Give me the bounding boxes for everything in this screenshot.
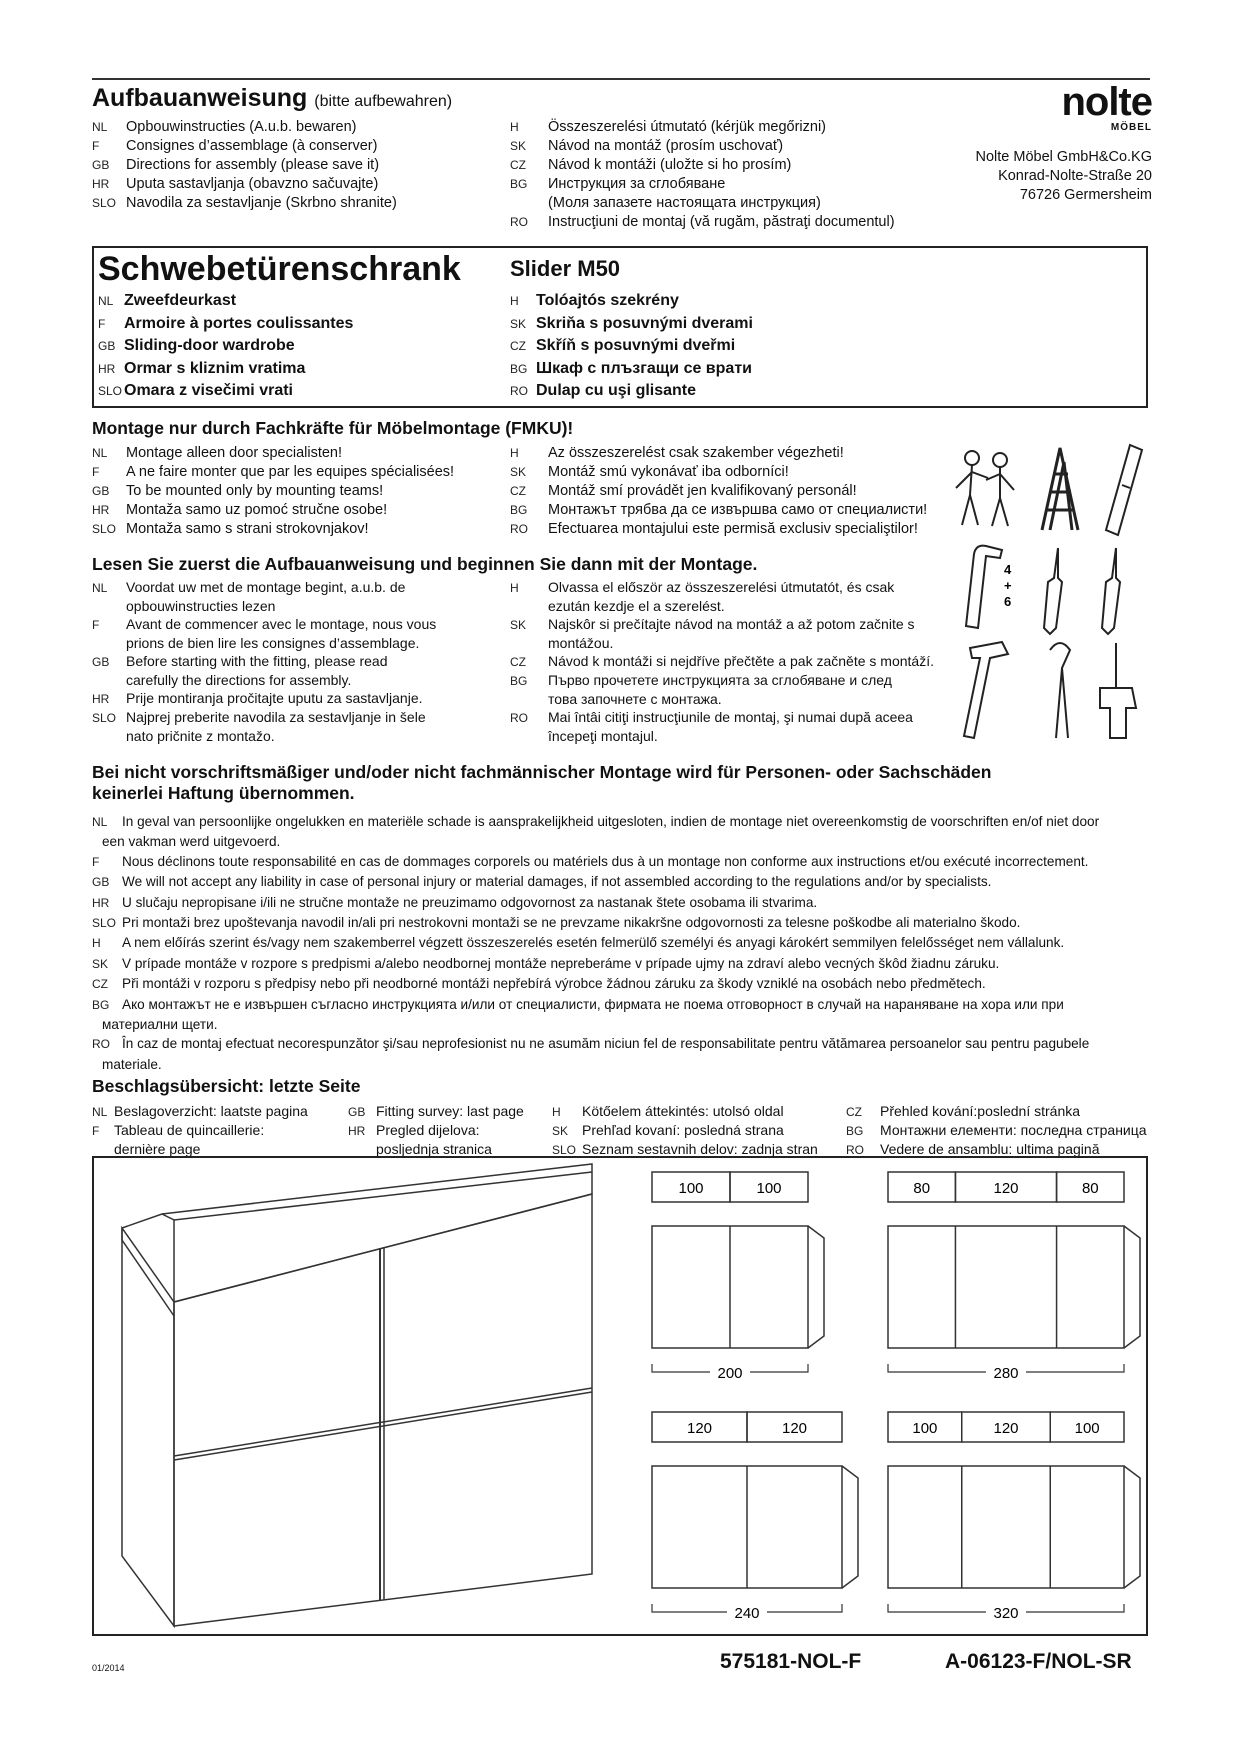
fittings-col-2	[348, 1102, 524, 1158]
lang-text: een vakman werd uitgevoerd.	[102, 834, 281, 850]
lang-text: Návod k montáži si nejdříve přečtěte a pak začněte s montáží.	[548, 653, 934, 669]
lang-text: Before starting with the fitting, please read	[126, 653, 388, 669]
total-width-label: 200	[717, 1365, 743, 1382]
lang-text: To be mounted only by mounting teams!	[126, 483, 384, 499]
lang-line	[510, 444, 927, 463]
montage-lang-left	[92, 444, 454, 539]
door-width-label: 100	[912, 1420, 938, 1437]
lang-text: Tolóajtós szekrény	[536, 292, 679, 309]
product-name: Schwebetürenschrank	[98, 250, 461, 288]
lang-code: F	[92, 1124, 100, 1138]
lang-text: Nous déclinons toute responsabilité en cas de dommages corporels ou matériels dus à un montage non conforme aux instructions et/ou exécuté incorrectement.	[122, 853, 1089, 869]
lang-code: H	[510, 446, 519, 460]
lang-code: SLO	[92, 916, 117, 931]
lang-line	[92, 520, 454, 539]
lang-code: NL	[92, 446, 108, 460]
lang-code: SK	[510, 316, 527, 331]
lang-line	[510, 520, 927, 539]
lang-text: Opbouwinstructies (A.u.b. bewaren)	[126, 119, 357, 135]
fittings-col-4	[846, 1102, 1147, 1159]
lang-code: RO	[510, 522, 528, 536]
lang-line	[92, 634, 436, 652]
lang-line	[92, 689, 436, 708]
lang-code: F	[92, 618, 100, 632]
lang-text: materiale.	[102, 1056, 162, 1072]
lang-code: HR	[98, 361, 116, 376]
lang-code: NL	[92, 815, 108, 829]
lang-line	[92, 1121, 308, 1140]
lang-text: Zweefdeurkast	[124, 292, 237, 309]
lang-text: Beslagoverzicht: laatste pagina	[114, 1103, 308, 1119]
lang-code: HR	[348, 1124, 366, 1138]
lang-code: H	[92, 936, 101, 951]
lang-code: BG	[510, 361, 528, 376]
lang-line	[92, 501, 454, 520]
lang-line	[510, 313, 753, 336]
lang-text: Fitting survey: last page	[376, 1103, 524, 1119]
drill-icon	[1100, 643, 1136, 738]
lang-text: We will not accept any liability in case of personal injury or material damages, if not assembled according to the regulations and/or by specialists.	[122, 874, 992, 890]
total-width-label: 240	[734, 1605, 760, 1622]
tool-size-label: 4	[1004, 562, 1012, 577]
lang-line	[92, 652, 436, 671]
lang-code: GB	[92, 158, 110, 172]
lang-line	[92, 137, 397, 156]
lang-code: F	[98, 316, 106, 331]
tool-size-label: 6	[1004, 594, 1012, 609]
lang-code: RO	[510, 215, 528, 229]
lang-code: NL	[92, 120, 108, 134]
lang-code: H	[552, 1105, 561, 1119]
tools-illustration	[950, 538, 1150, 748]
lang-text: Összeszerelési útmutató (kérjük megőrizni)	[548, 119, 827, 135]
lang-line	[552, 1121, 818, 1140]
lang-code: SK	[92, 956, 109, 971]
lang-text: Монтажът трябва да се извършва само от специалисти!	[548, 502, 928, 518]
lang-text: Prije montiranja pročitajte uputu za sastavljanje.	[126, 690, 423, 706]
lang-text: Efectuarea montajului este permisă exclusiv specialiştilor!	[548, 521, 918, 537]
lang-text: Avant de commencer avec le montage, nous vous	[126, 616, 437, 632]
lang-line	[92, 118, 397, 137]
read-lang-left	[92, 578, 436, 745]
lang-text: Монтажни елементи: последна страница	[880, 1122, 1147, 1138]
door-flap	[1124, 1466, 1140, 1588]
lang-code: NL	[98, 294, 114, 308]
lang-text: Při montáži v rozporu s předpisy nebo při neodborné montáži nepřebírá výrobce žádnou záruku za škody vzniklé na osobách nebo předmětech.	[122, 976, 986, 992]
lang-line	[510, 358, 753, 381]
lang-text: Uputa sastavljanja (obavzno sačuvajte)	[126, 176, 379, 192]
lang-line	[510, 380, 753, 403]
lang-text: Vedere de ansamblu: ultima pagină	[880, 1141, 1100, 1157]
lang-text: Pri montaži brez upoštevanja navodil in/ali pri nestrokovni montaži se ne prevzame nikakršne odgovornosti za telesne poškodbe ali materialno škodo.	[122, 915, 1021, 931]
address-line: Konrad-Nolte-Straße 20	[998, 168, 1152, 184]
door-flap	[808, 1226, 824, 1348]
lang-text: Návod k montáži (uložte si ho prosím)	[548, 157, 792, 173]
logo-brand: nolte	[1061, 80, 1152, 124]
lang-line	[92, 671, 436, 689]
lang-line	[92, 175, 397, 194]
product-model: Slider M50	[510, 256, 621, 281]
lang-code: HR	[92, 692, 110, 706]
lang-text: Montáž smí provádět jen kvalifikovaný personál!	[548, 483, 857, 499]
product-box	[92, 246, 1148, 408]
lang-code: F	[92, 465, 100, 479]
lang-line	[98, 335, 353, 358]
lang-line	[510, 690, 934, 708]
lang-line	[92, 615, 436, 634]
lang-code: RO	[510, 384, 528, 398]
lang-line	[98, 313, 353, 336]
lang-line	[510, 213, 895, 232]
lang-text: Skriňa s posuvnými dverami	[536, 314, 753, 332]
lang-line	[92, 852, 1152, 872]
lang-text: Montage alleen door specialisten!	[126, 445, 343, 461]
lang-line	[510, 671, 934, 690]
lang-line	[92, 832, 1152, 851]
logo-sub: MÖBEL	[1110, 122, 1152, 133]
lang-text: Najskôr si prečítajte návod na montáž a až potom začnite s	[548, 616, 915, 632]
lang-line	[98, 290, 353, 313]
header-lang-right	[510, 118, 895, 232]
lang-line	[510, 194, 895, 213]
total-width-label: 280	[993, 1365, 1019, 1382]
lang-line	[92, 893, 1152, 913]
lang-line	[510, 482, 927, 501]
lang-text: Инструкция за сглобяване	[548, 176, 726, 192]
door-width-label: 80	[1081, 1180, 1099, 1197]
lang-code: F	[92, 139, 100, 153]
lang-code: HR	[92, 895, 110, 910]
lang-text: (Моля запазете настоящата инструкция)	[548, 195, 821, 211]
tool-size-label: +	[1004, 578, 1012, 593]
fittings-heading: Beschlagsübersicht: letzte Seite	[92, 1076, 361, 1096]
lang-code: SK	[552, 1124, 569, 1138]
lang-line	[92, 1015, 1152, 1034]
liability-heading-2: keinerlei Haftung übernommen.	[92, 783, 355, 803]
lang-text: posljednja stranica	[376, 1141, 492, 1157]
lang-line	[510, 578, 934, 597]
door-width-label: 100	[756, 1180, 782, 1197]
lang-text: Kötőelem áttekintés: utolsó oldal	[582, 1103, 784, 1119]
hammer-icon	[964, 642, 1008, 738]
product-lang-left	[98, 290, 353, 403]
lang-line	[510, 727, 934, 745]
brand-logo	[1010, 82, 1152, 133]
lang-code: BG	[846, 1124, 864, 1138]
door-flap	[842, 1466, 858, 1588]
lang-line	[92, 194, 397, 213]
lang-text: Voordat uw met de montage begint, a.u.b. de	[126, 579, 406, 595]
lang-code: CZ	[92, 977, 108, 992]
lang-line	[510, 290, 753, 313]
lang-line	[510, 463, 927, 482]
lang-line	[92, 597, 436, 615]
lang-code: RO	[92, 1037, 110, 1052]
lang-text: Najprej preberite navodila za sestavljanje in šele	[126, 709, 426, 725]
door-width-label: 100	[1074, 1420, 1100, 1437]
two-people-icon	[950, 440, 1150, 540]
lang-line	[92, 933, 1152, 953]
lang-text: Pregled dijelova:	[376, 1122, 480, 1138]
lang-text: Skříň s posuvnými dveřmi	[536, 337, 736, 354]
ladder-icon	[1042, 448, 1078, 530]
allen-key-icon	[966, 546, 1002, 628]
address-line: 76726 Germersheim	[1019, 187, 1152, 203]
lang-text: Dulap cu uşi glisante	[536, 382, 697, 399]
lang-text: ezután kezdje el a szerelést.	[548, 598, 725, 614]
product-lang-right	[510, 290, 753, 403]
lang-line	[92, 1034, 1152, 1054]
lang-text: nato pričnite z montažo.	[126, 728, 275, 744]
lang-line	[92, 995, 1152, 1015]
door-flap	[1124, 1226, 1140, 1348]
lang-line	[92, 727, 436, 745]
lang-code: H	[510, 581, 519, 595]
door-width-label: 120	[993, 1180, 1019, 1197]
lang-text: A nem előírás szerint és/vagy nem szakemberrel végzett összeszerelés esetén felmerülő személyi és anyagi károkért semmilyen felelősséget nem vállalunk.	[122, 935, 1065, 951]
lang-code: GB	[92, 484, 110, 498]
lang-code: BG	[510, 503, 528, 517]
lang-line	[92, 578, 436, 597]
lang-line	[92, 156, 397, 175]
lang-code: HR	[92, 177, 110, 191]
montage-heading: Montage nur durch Fachkräfte für Möbelmontage (FMKU)!	[92, 418, 574, 438]
lang-code: HR	[92, 503, 110, 517]
lang-line	[510, 634, 934, 652]
lang-code: H	[510, 294, 519, 308]
lang-code: BG	[510, 674, 528, 688]
lang-line	[98, 380, 353, 403]
lang-line	[92, 444, 454, 463]
lang-code: SK	[510, 618, 527, 632]
lang-text: In geval van persoonlijke ongelukken en materiële schade is aansprakelijkheid uitgesloten, indien de montage niet overeenkomstig de voorschriften en/of niet door	[122, 814, 1100, 829]
lang-text: Az összeszerelést csak szakember végezheti!	[548, 445, 844, 461]
lang-text: În caz de montaj efectuat necorespunzător şi/sau neprofesionist nu ne asumăm niciun fel de responsabilitate pentru vătămarea persoanelor sau pentru pagubele	[122, 1036, 1090, 1052]
lang-code: SLO	[92, 196, 117, 210]
lang-code: SK	[510, 465, 527, 479]
lang-text: Omara z visečimi vrati	[124, 382, 293, 399]
lang-line	[92, 708, 436, 727]
lang-code: SLO	[92, 522, 117, 536]
wardrobe-front	[888, 1466, 1124, 1588]
door-width-label: 100	[678, 1180, 704, 1197]
lang-line	[98, 358, 353, 381]
lang-code: RO	[846, 1143, 864, 1157]
lang-text: Directions for assembly (please save it)	[126, 157, 380, 173]
read-first-heading: Lesen Sie zuerst die Aufbauanweisung und beginnen Sie dann mit der Montage.	[92, 554, 758, 574]
lang-code: BG	[510, 177, 528, 191]
lang-text: Montaža samo s strani strokovnjakov!	[126, 521, 369, 537]
lang-line	[92, 974, 1152, 994]
article-number: 575181-NOL-F	[720, 1650, 862, 1673]
lang-text: A ne faire monter que par les equipes spécialisées!	[126, 464, 455, 480]
lang-line	[510, 137, 895, 156]
lang-code: CZ	[510, 158, 526, 172]
lang-text: începeţi montajul.	[548, 728, 658, 744]
lang-line	[348, 1102, 524, 1121]
lang-line	[846, 1121, 1147, 1140]
lang-code: RO	[510, 711, 528, 725]
lang-text: Ormar s kliznim vratima	[124, 359, 306, 377]
lang-text: това започнете с монтажа.	[548, 691, 722, 707]
wardrobe-drawing	[92, 1156, 1148, 1636]
fittings-col-3	[552, 1102, 818, 1159]
lang-line	[846, 1102, 1147, 1121]
lang-code: GB	[98, 339, 116, 353]
lang-text: Ако монтажът не е извършен съгласно инструкцията и/или от специалисти, фирмата не поема отговорност в случай на нараняване на хора или при	[122, 996, 1064, 1012]
lang-text: Návod na montáž (prosím uschovať)	[548, 138, 784, 154]
lang-line	[92, 812, 1152, 832]
read-lang-right	[510, 578, 934, 745]
lang-text: Първо прочетете инструкцията за сглобяване и след	[548, 672, 892, 688]
lang-code: SLO	[92, 711, 117, 725]
lang-text: Mai întâi citiţi instrucţiunile de montaj, şi numai după aceea	[548, 709, 913, 725]
screwdriver-icon	[1044, 548, 1062, 634]
liability-list	[92, 812, 1152, 1074]
lang-line	[92, 463, 454, 482]
lang-code: GB	[92, 875, 110, 890]
lang-code: SK	[510, 139, 527, 153]
top-rule	[92, 78, 1150, 80]
address-line: Nolte Möbel GmbH&Co.KG	[975, 149, 1152, 165]
total-width-label: 320	[993, 1605, 1019, 1622]
spirit-level-icon	[1106, 445, 1142, 535]
lang-code: GB	[348, 1105, 366, 1119]
footer-date: 01/2014	[92, 1663, 125, 1673]
lang-text: Montáž smú vykonávať iba odborníci!	[548, 464, 789, 480]
lang-text: dernière page	[114, 1141, 201, 1157]
lang-line	[510, 652, 934, 671]
lang-line	[552, 1102, 818, 1121]
lang-text: Consignes d’assemblage (à conserver)	[126, 138, 378, 154]
doc-title	[92, 84, 452, 113]
lang-line	[92, 913, 1152, 933]
lang-line	[92, 954, 1152, 974]
lang-text: Seznam sestavnih delov: zadnja stran	[582, 1141, 818, 1157]
lang-code: SLO	[552, 1143, 577, 1157]
montage-lang-right	[510, 444, 927, 539]
lang-code: CZ	[510, 655, 526, 669]
lang-line	[92, 1102, 308, 1121]
lang-code: NL	[92, 581, 108, 595]
lang-line	[510, 501, 927, 520]
lang-text: Montaža samo uz pomoć stručne osobe!	[126, 502, 388, 518]
lang-line	[510, 175, 895, 194]
liability-heading-1: Bei nicht vorschriftsmäßiger und/oder nicht fachmännischer Montage wird für Personen- oder Sachschäden	[92, 762, 992, 782]
lang-line	[92, 1055, 1152, 1074]
lang-line	[510, 156, 895, 175]
pliers-icon	[1050, 643, 1070, 738]
lang-code: CZ	[510, 339, 526, 353]
fittings-col-1	[92, 1102, 308, 1158]
door-width-label: 120	[993, 1420, 1019, 1437]
lang-code: CZ	[510, 484, 526, 498]
lang-text: prions de bien lire les consignes d’assemblage.	[126, 635, 420, 651]
lang-code: CZ	[846, 1105, 862, 1119]
lang-text: Prehľad kovaní: posledná strana	[582, 1122, 784, 1138]
wardrobe-front	[888, 1226, 1124, 1348]
lang-line	[92, 482, 454, 501]
lang-code: H	[510, 120, 519, 134]
lang-code: GB	[92, 655, 110, 669]
lang-text: Přehled kování:poslední stránka	[880, 1103, 1081, 1119]
lang-text: V prípade montáže v rozpore s predpismi a/alebo neodbornej montáže nepreberáme v prípade ujmy na zdraví alebo vecných škôd žiadnu záruku.	[122, 955, 1000, 971]
lang-text: Sliding-door wardrobe	[124, 337, 295, 354]
drawing-number: A-06123-F/NOL-SR	[945, 1650, 1132, 1673]
lang-text: Instrucţiuni de montaj (vă rugăm, păstraţi documentul)	[548, 214, 895, 230]
title-subtitle: (bitte aufbewahren)	[314, 93, 453, 110]
lang-text: opbouwinstructies lezen	[126, 598, 276, 614]
lang-text: Armoire à portes coulissantes	[124, 314, 354, 332]
lang-code: NL	[92, 1105, 108, 1119]
lang-text: Шкаф с плъзгащи се врати	[536, 359, 752, 377]
lang-text: Olvassa el először az összeszerelési útmutatót, és csak	[548, 579, 895, 595]
lang-line	[510, 597, 934, 615]
lang-line	[510, 118, 895, 137]
lang-code: F	[92, 854, 100, 869]
title-text: Aufbauanweisung	[92, 84, 308, 112]
door-width-label: 80	[913, 1180, 931, 1197]
header-lang-left	[92, 118, 397, 213]
lang-text: montážou.	[548, 635, 614, 651]
lang-text: Navodila za sestavljanje (Skrbno shranite)	[126, 195, 397, 211]
door-width-label: 120	[686, 1420, 713, 1437]
company-address	[900, 148, 1152, 205]
lang-line	[510, 708, 934, 727]
lang-line	[92, 872, 1152, 892]
lang-code: SLO	[98, 384, 123, 398]
door-width-label: 120	[781, 1420, 808, 1437]
lang-line	[510, 615, 934, 634]
lang-line	[348, 1121, 524, 1140]
wardrobe-illustration	[122, 1164, 592, 1626]
lang-text: материални щети.	[102, 1017, 218, 1033]
screwdriver-icon	[1102, 548, 1120, 634]
lang-text: carefully the directions for assembly.	[126, 672, 352, 688]
lang-text: Tableau de quincaillerie:	[114, 1122, 265, 1138]
lang-code: BG	[92, 997, 110, 1012]
lang-text: U slučaju nepropisane i/ili ne stručne montaže ne preuzimamo odgovornost za nastanak štete osobama ili stvarima.	[122, 894, 818, 910]
lang-line	[510, 335, 753, 358]
